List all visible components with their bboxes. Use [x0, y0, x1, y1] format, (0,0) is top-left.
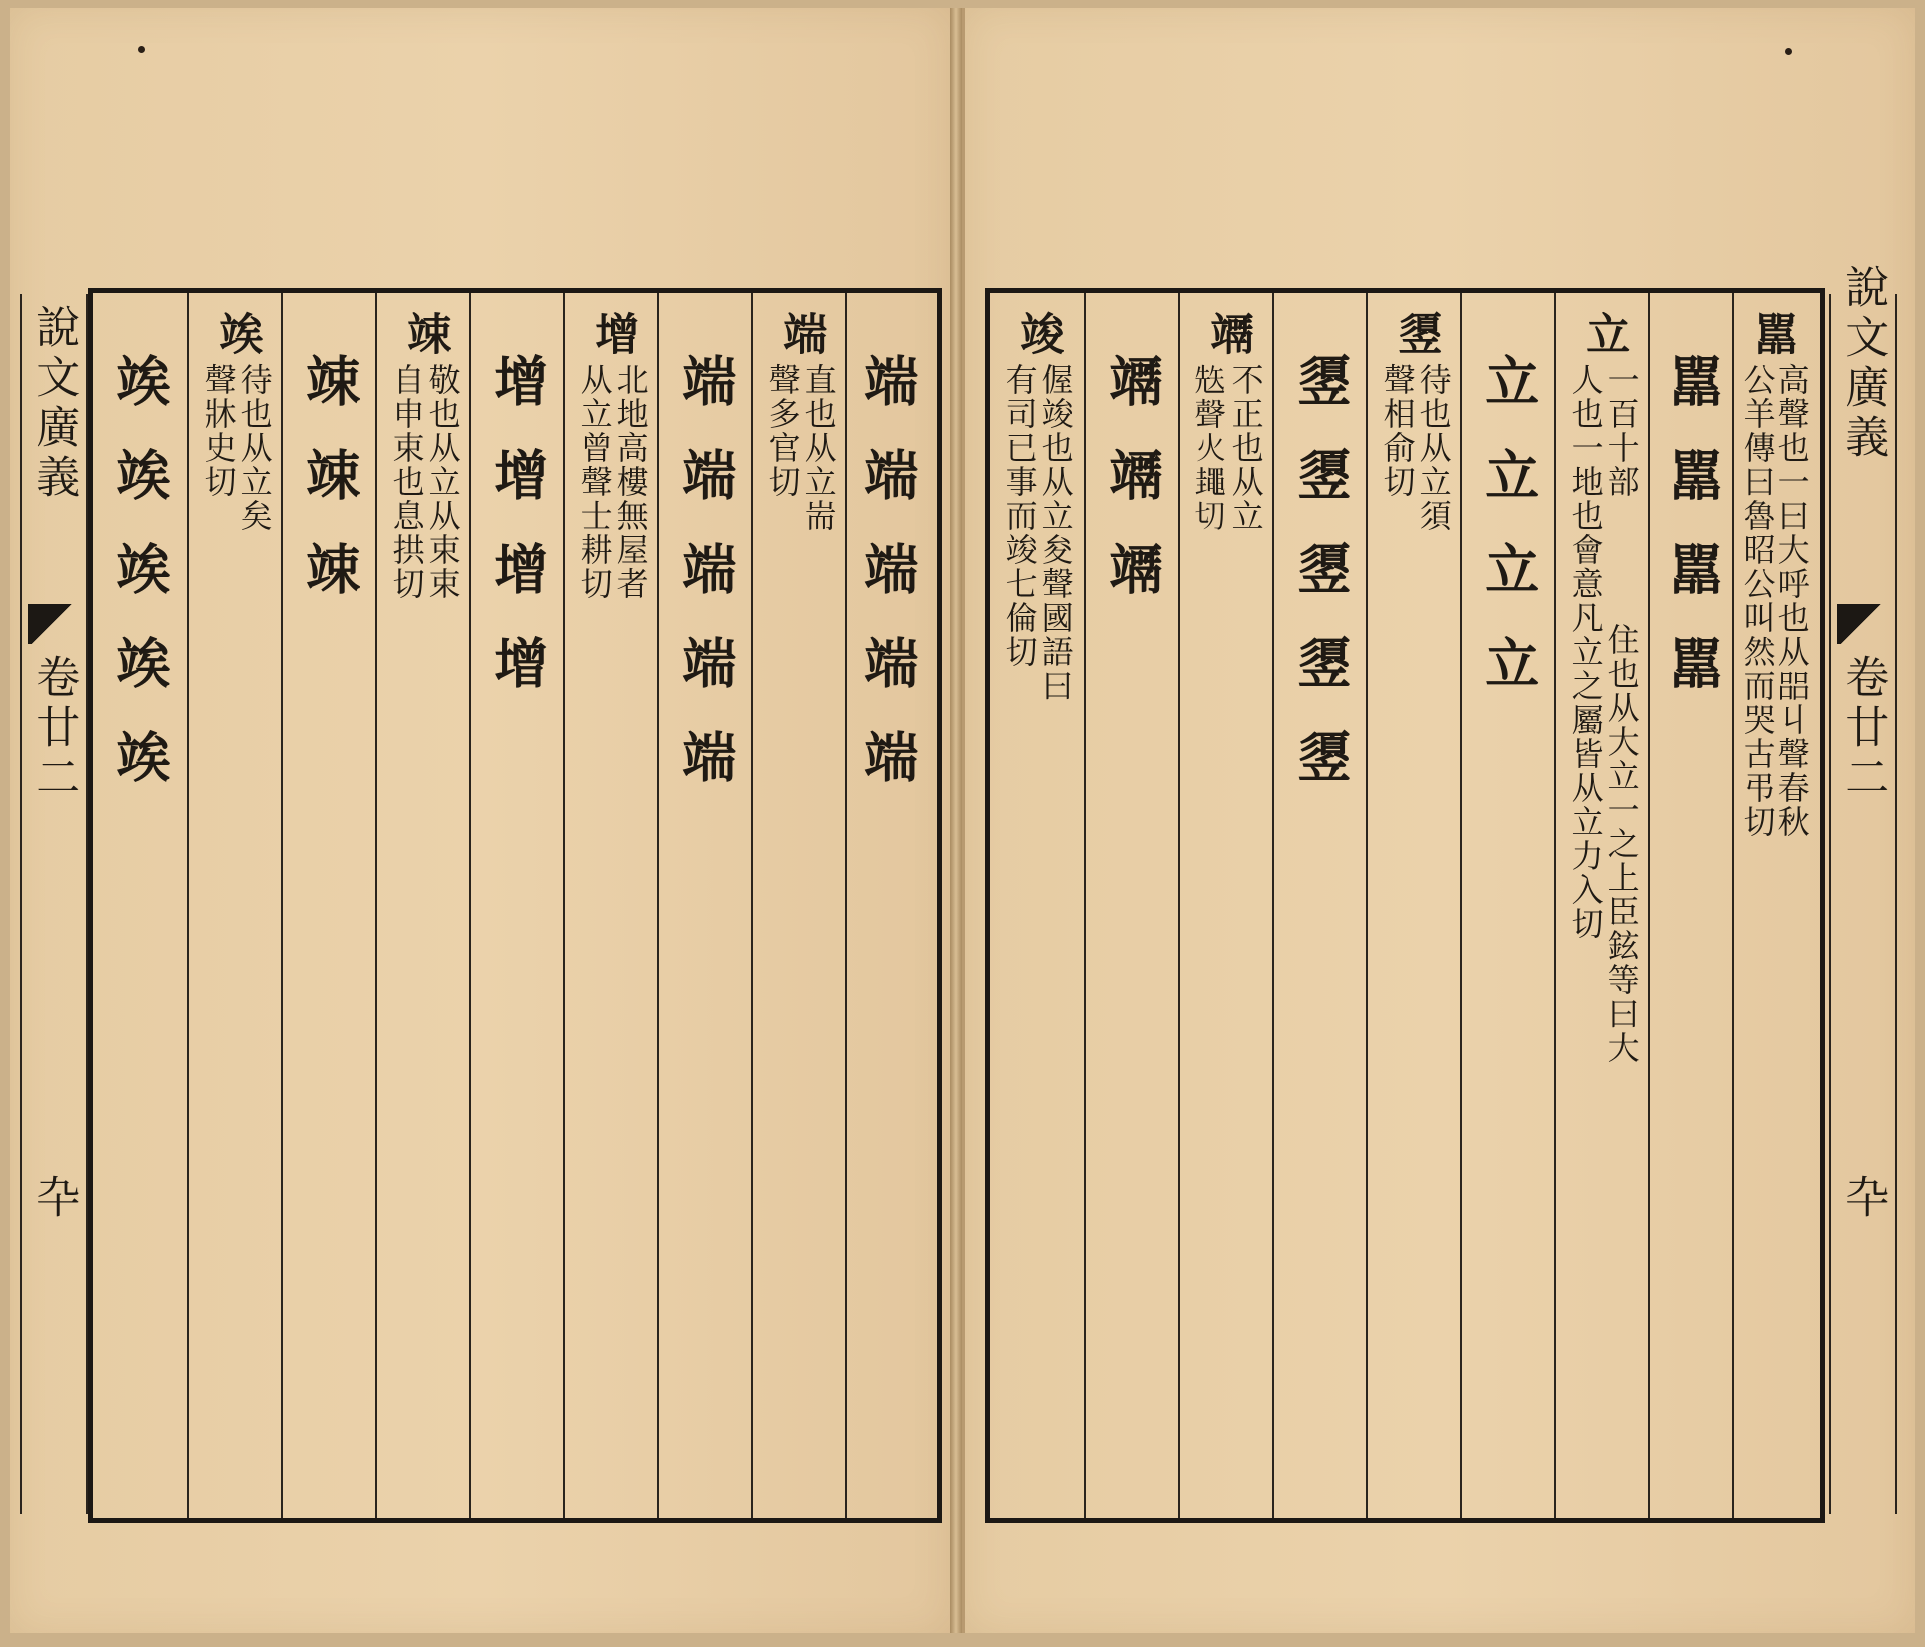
right-text-frame — [985, 288, 1825, 1523]
entry-head: 䇓 — [1390, 311, 1442, 361]
entry-head: 竵 — [1202, 311, 1254, 361]
right-margin-page-number: 卆 — [1837, 1174, 1889, 1224]
fish-tail-mark — [28, 604, 76, 644]
right-col-entry-2 — [1178, 293, 1272, 1518]
entry-head: 竢 — [211, 311, 263, 361]
entry-line: 待也从立須 — [1414, 363, 1453, 533]
entry-line: 从立曾聲士耕切 — [575, 363, 614, 601]
entry-line: 敬也从立从束束 — [423, 363, 462, 601]
right-col-entry-4 — [1554, 293, 1648, 1518]
entry-line: 偓竣也从立夋聲國語曰 — [1036, 363, 1075, 703]
left-margin-title: 說文廣義 — [28, 304, 80, 504]
left-page — [10, 8, 953, 1633]
left-col-entry-1 — [187, 293, 281, 1518]
seal-glyphs: 端端端端端 — [673, 353, 738, 823]
right-margin — [1829, 264, 1897, 1514]
right-col-seal-2 — [1272, 293, 1366, 1518]
left-col-entry-3 — [563, 293, 657, 1518]
left-col-entry-2 — [375, 293, 469, 1518]
right-col-entry-3 — [1366, 293, 1460, 1518]
book-fold — [950, 8, 962, 1633]
right-col-seal-3 — [1460, 293, 1554, 1518]
right-margin-volume: 卷廿二 — [1837, 654, 1889, 804]
entry-line: 高聲也一曰大呼也从㗊丩聲春秋 — [1772, 363, 1811, 839]
left-col-seal-3 — [469, 293, 563, 1518]
entry-line: 北地高樓無屋者 — [611, 363, 650, 601]
right-margin-title: 說文廣義 — [1837, 264, 1889, 464]
entry-line: 有司已事而竣七倫切 — [1000, 363, 1039, 669]
left-col-seal-2 — [281, 293, 375, 1518]
entry-head: 竦 — [399, 311, 451, 361]
seal-glyphs: 增增增增 — [485, 353, 550, 729]
left-col-seal-4 — [657, 293, 751, 1518]
entry-line: 聲多官切 — [763, 363, 802, 499]
entry-line: 一百十部 — [1602, 363, 1641, 499]
right-page — [962, 8, 1915, 1633]
left-margin — [20, 294, 88, 1514]
entry-line: 直也从立耑 — [799, 363, 838, 533]
entry-line: 公羊傳曰魯昭公叫然而哭古弔切 — [1738, 363, 1777, 839]
entry-head: 嚚 — [1746, 311, 1798, 361]
left-text-frame — [88, 288, 942, 1523]
right-col-seal-4 — [1648, 293, 1732, 1518]
entry-head: 立 — [1578, 311, 1630, 361]
entry-line: 不正也从立 — [1226, 363, 1265, 533]
left-col-entry-4 — [751, 293, 845, 1518]
entry-head: 增 — [587, 311, 639, 361]
left-col-seal-5 — [845, 293, 927, 1518]
entry-note: 住也从大立一之上臣鉉等曰大 — [1602, 623, 1641, 1065]
ink-dot — [138, 46, 145, 53]
left-margin-volume: 卷廿二 — [28, 654, 80, 804]
seal-glyphs: 䇓䇓䇓䇓䇓 — [1288, 353, 1353, 823]
entry-line: 聲牀史切 — [199, 363, 238, 499]
entry-line: 人也一地也會意凡立之屬皆从立力入切 — [1566, 363, 1605, 941]
ink-dot — [1785, 48, 1792, 55]
seal-glyphs: 端端端端端 — [855, 353, 920, 823]
entry-line: 自申束也息拱切 — [387, 363, 426, 601]
seal-glyphs: 竵竵竵 — [1100, 353, 1165, 635]
fish-tail-mark — [1837, 604, 1885, 644]
entry-line: 待也从立矣 — [235, 363, 274, 533]
seal-glyphs: 嚚嚚嚚嚚 — [1660, 353, 1725, 729]
seal-glyphs: 竦竦竦 — [297, 353, 362, 635]
left-col-seal-1 — [93, 293, 187, 1518]
left-margin-page-number: 卆 — [28, 1174, 80, 1224]
right-col-entry-5 — [1732, 293, 1810, 1518]
entry-line: 𥏋聲火䵷切 — [1190, 363, 1229, 533]
entry-head: 端 — [775, 311, 827, 361]
seal-glyphs: 竢竢竢竢竢 — [107, 353, 172, 823]
right-col-entry-1 — [990, 293, 1084, 1518]
entry-head: 竣 — [1012, 311, 1064, 361]
seal-glyphs: 立立立立 — [1476, 353, 1541, 729]
entry-line: 聲相俞切 — [1378, 363, 1417, 499]
right-col-seal-1 — [1084, 293, 1178, 1518]
